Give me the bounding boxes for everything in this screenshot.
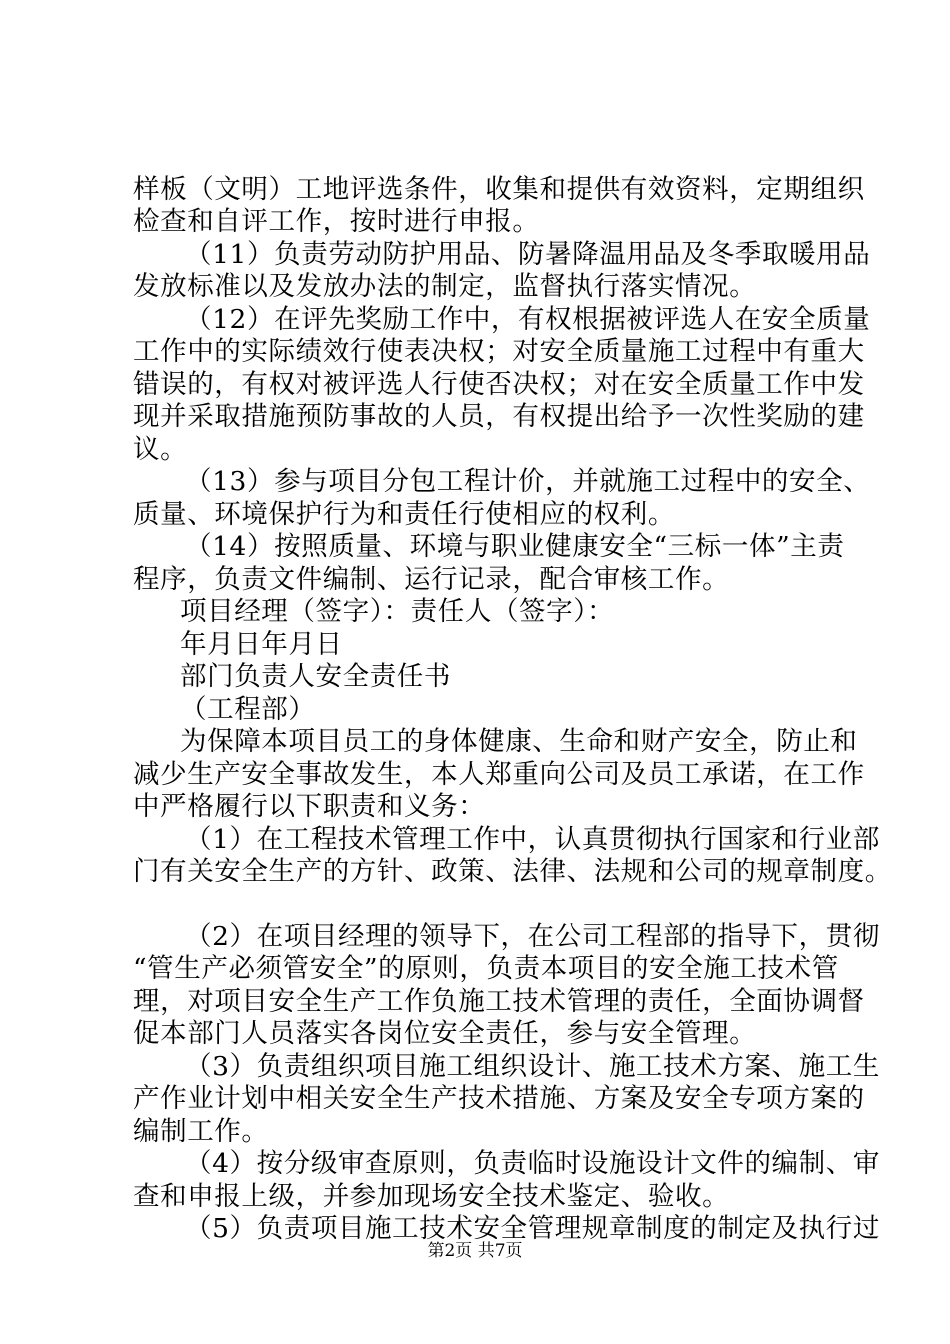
text-line: 现并采取措施预防事故的人员，有权提出给予一次性奖励的建 (133, 401, 865, 432)
text-line: 检查和自评工作，按时进行申报。 (133, 206, 540, 237)
text-line: 样板（文明）工地评选条件，收集和提供有效资料，定期组织 (133, 174, 865, 205)
text-line: （5）负责项目施工技术安全管理规章制度的制定及执行过 (185, 1213, 880, 1244)
section-title: 部门负责人安全责任书 (180, 661, 451, 692)
page-footer: 第2页 共7页 (427, 1241, 523, 1261)
text-line: （13）参与项目分包工程计价，并就施工过程中的安全、 (185, 466, 871, 497)
date-line: 年月日年月日 (180, 629, 343, 660)
text-line: 议。 (133, 434, 188, 465)
text-line: 工作中的实际绩效行使表决权；对安全质量施工过程中有重大 (133, 336, 865, 367)
text-line: （2）在项目经理的领导下，在公司工程部的指导下，贯彻 (185, 921, 880, 952)
text-line: 查和申报上级，并参加现场安全技术鉴定、验收。 (133, 1181, 730, 1212)
text-line: 程序，负责文件编制、运行记录，配合审核工作。 (133, 564, 730, 595)
text-line: “管生产必须管安全”的原则，负责本项目的安全施工技术管 (133, 953, 839, 984)
text-line: （11）负责劳动防护用品、防暑降温用品及冬季取暖用品 (185, 239, 871, 270)
text-line: 理，对项目安全生产工作负施工技术管理的责任，全面协调督 (133, 986, 865, 1017)
text-line: 门有关安全生产的方针、政策、法律、法规和公司的规章制度。 (133, 856, 892, 887)
text-line: （14）按照质量、环境与职业健康安全“三标一体”主责 (185, 531, 845, 562)
text-line: （3）负责组织项目施工组织设计、施工技术方案、施工生 (185, 1051, 880, 1082)
text-line: 减少生产安全事故发生，本人郑重向公司及员工承诺，在工作 (133, 759, 865, 790)
text-line: （1）在工程技术管理工作中，认真贯彻执行国家和行业部 (185, 824, 880, 855)
text-line: 为保障本项目员工的身体健康、生命和财产安全，防止和 (180, 726, 858, 757)
text-line: 错误的，有权对被评选人行使否决权；对在安全质量工作中发 (133, 369, 865, 400)
text-line: 产作业计划中相关安全生产技术措施、方案及安全专项方案的 (133, 1083, 865, 1114)
text-line: （4）按分级审查原则，负责临时设施设计文件的编制、审 (185, 1148, 880, 1179)
section-subtitle: （工程部） (180, 694, 316, 725)
text-line: 发放标准以及发放办法的制定，监督执行落实情况。 (133, 271, 757, 302)
text-line: （12）在评先奖励工作中，有权根据被评选人在安全质量 (185, 304, 871, 335)
signature-line: 项目经理（签字）：责任人（签字）： (180, 596, 615, 627)
text-line: 中严格履行以下职责和义务： (133, 791, 486, 822)
text-line: 质量、环境保护行为和责任行使相应的权利。 (133, 499, 675, 530)
text-line: 编制工作。 (133, 1116, 269, 1147)
text-line: 促本部门人员落实各岗位安全责任，参与安全管理。 (133, 1018, 757, 1049)
